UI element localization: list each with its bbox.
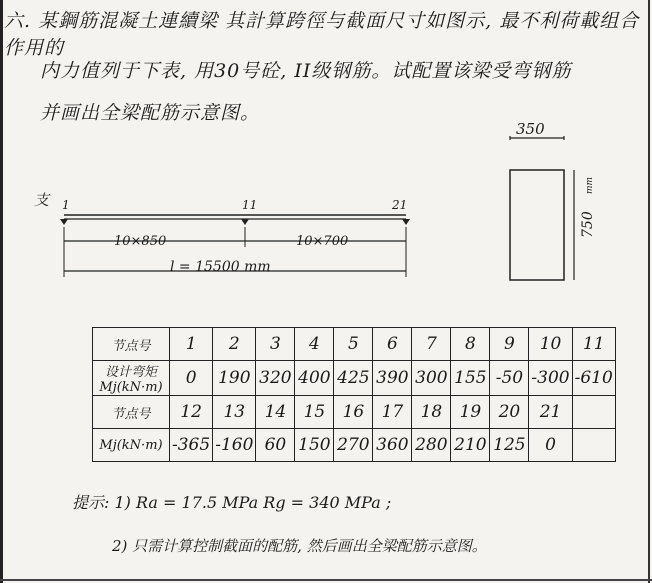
table-row [93, 361, 616, 396]
table-cell [572, 429, 615, 462]
total-span-label: l = 15500 mm [170, 259, 271, 275]
table-cell: 8 [451, 328, 490, 361]
table-cell: -610 [572, 361, 615, 396]
moment-table [92, 327, 616, 462]
problem-line-2: 内力值列于下表, 用30号砼, II级钢筋。试配置该梁受弯钢筋 [40, 60, 572, 82]
table-cell: 17 [373, 396, 412, 429]
section-rectangle [510, 170, 564, 280]
hint-line-2: 2) 只需计算控制截面的配筋, 然后画出全梁配筋示意图。 [112, 537, 487, 555]
table-cell: 20 [490, 396, 529, 429]
table-cell: 210 [451, 429, 490, 462]
table-cell: 125 [490, 429, 529, 462]
table-cell: 12 [170, 396, 213, 429]
table-cell: -50 [490, 361, 529, 396]
table-cell: -365 [170, 429, 213, 462]
table-row [93, 328, 616, 361]
left-span-label: 10×850 [114, 234, 167, 249]
section-width-label: 350 [516, 120, 545, 138]
table-cell: 1 [170, 328, 213, 361]
table-cell: 2 [213, 328, 256, 361]
table-cell: 15 [295, 396, 334, 429]
problem-line-1: 六. 某鋼筋混凝土連續梁 其計算跨徑与截面尺寸如图示, 最不利荷載组合作用的 [4, 10, 640, 59]
table-cell: 13 [213, 396, 256, 429]
table-cell: 19 [451, 396, 490, 429]
section-height-label: 750 [580, 211, 596, 238]
table-cell: 280 [412, 429, 451, 462]
table-cell: 425 [334, 361, 373, 396]
table-cell: 3 [256, 328, 295, 361]
table-cell: 18 [412, 396, 451, 429]
table-cell: -300 [529, 361, 572, 396]
table-cell: 14 [256, 396, 295, 429]
node-11-label: 11 [242, 198, 258, 212]
cross-section-diagram [480, 118, 600, 288]
row-header: 节点号 [93, 396, 170, 429]
table-row [93, 429, 616, 462]
table-cell: 10 [529, 328, 572, 361]
table-cell: 300 [412, 361, 451, 396]
beam-diagram [20, 185, 430, 285]
table-cell: 0 [170, 361, 213, 396]
table-cell: 360 [373, 429, 412, 462]
table-cell: 0 [529, 429, 572, 462]
table-cell: 190 [213, 361, 256, 396]
table-cell: 390 [373, 361, 412, 396]
table-cell: 6 [373, 328, 412, 361]
table-cell: 4 [295, 328, 334, 361]
table-cell: 7 [412, 328, 451, 361]
support-markers [60, 219, 410, 225]
table-cell: 270 [334, 429, 373, 462]
right-span-label: 10×700 [296, 234, 349, 249]
table-cell: 150 [295, 429, 334, 462]
row-header: 设计弯矩 Mj(kN·m) [93, 361, 170, 396]
table-cell: 155 [451, 361, 490, 396]
row-header: 节点号 [93, 328, 170, 361]
table-cell: 11 [572, 328, 615, 361]
table-cell: 16 [334, 396, 373, 429]
table-cell: 320 [256, 361, 295, 396]
table-cell: 5 [334, 328, 373, 361]
problem-line-3: 并画出全梁配筋示意图。 [40, 102, 261, 124]
node-1-label: 1 [62, 198, 70, 212]
table-cell: 60 [256, 429, 295, 462]
table-cell: 21 [529, 396, 572, 429]
hint-line-1: 提示: 1) Ra = 17.5 MPa Rg = 340 MPa ; [72, 493, 392, 512]
table-cell: -160 [213, 429, 256, 462]
table-cell: 9 [490, 328, 529, 361]
row-header: Mj(kN·m) [93, 429, 170, 462]
table-cell: 400 [295, 361, 334, 396]
node-21-label: 21 [392, 198, 408, 212]
table-row [93, 396, 616, 429]
table-cell [572, 396, 615, 429]
support-label: 支 [34, 191, 50, 209]
moment-table-body [93, 328, 616, 462]
section-height-unit: mm [585, 176, 595, 194]
right-margin-line [648, 0, 650, 583]
left-margin-line [0, 0, 3, 583]
bottom-margin-line [0, 579, 652, 581]
